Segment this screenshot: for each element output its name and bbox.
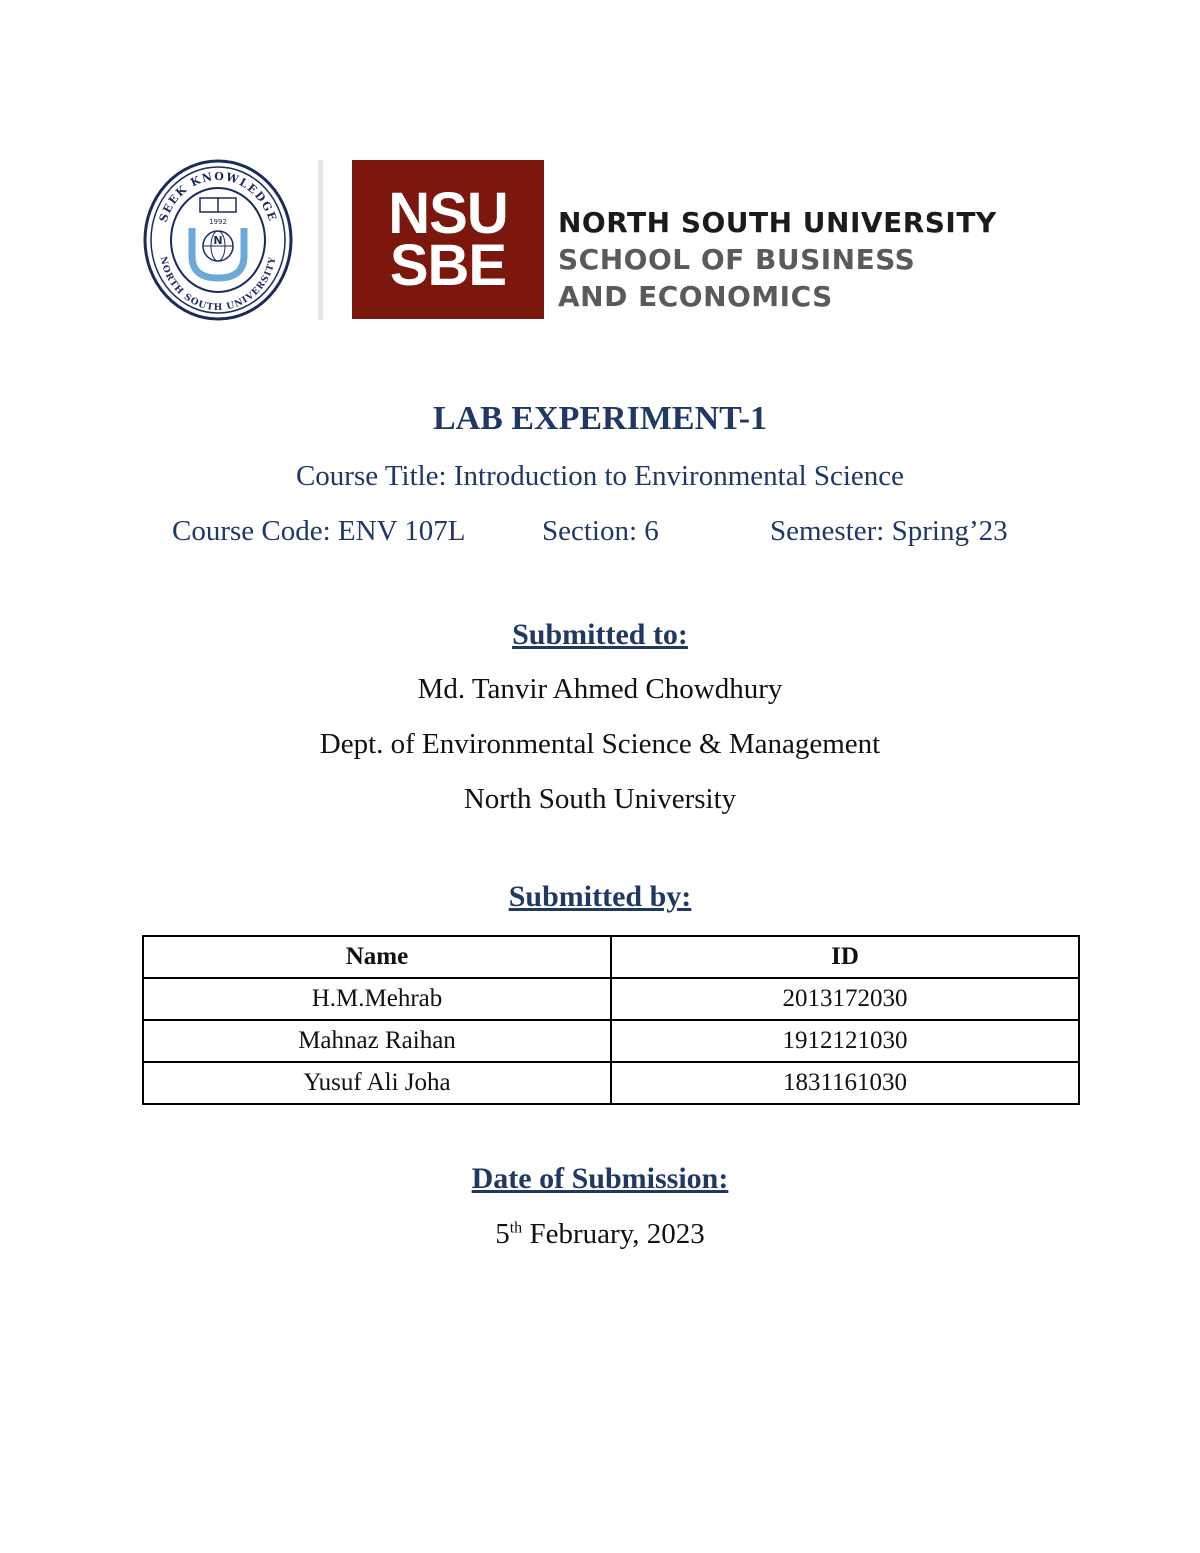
instructor-university: North South University — [463, 783, 737, 815]
date-day-suffix: th — [509, 1219, 523, 1237]
member-id: 1831161030 — [611, 1062, 1079, 1104]
column-header-name: Name — [143, 936, 611, 978]
date-day: 5 — [495, 1218, 510, 1250]
member-name: Mahnaz Raihan — [143, 1020, 611, 1062]
table-row — [143, 1062, 1079, 1104]
nsu-logo-line1: NSU — [388, 180, 508, 246]
member-name: Yusuf Ali Joha — [143, 1062, 611, 1104]
member-id: 1912121030 — [611, 1020, 1079, 1062]
logo-divider — [318, 160, 323, 320]
school-name-line3: AND ECONOMICS — [558, 280, 833, 313]
instructor-department: Dept. of Environmental Science & Management — [319, 728, 881, 760]
nsu-logo-line2: SBE — [389, 232, 507, 298]
course-section: Section: 6 — [542, 515, 659, 547]
date-heading: Date of Submission: — [471, 1162, 729, 1195]
submitted-to-heading: Submitted to: — [512, 618, 688, 651]
seal-center-letter: N — [213, 234, 223, 247]
members-table — [142, 935, 1080, 1105]
table-row — [143, 978, 1079, 1020]
school-name-line1: NORTH SOUTH UNIVERSITY — [558, 206, 997, 239]
course-code: Course Code: ENV 107L — [172, 515, 466, 547]
submission-date — [0, 1218, 1200, 1251]
instructor-name: Md. Tanvir Ahmed Chowdhury — [417, 673, 783, 705]
table-header-row — [143, 936, 1079, 978]
nsu-seal-logo — [142, 158, 294, 322]
seal-bottom-text: NORTH SOUTH UNIVERSITY — [157, 255, 279, 314]
course-title: Course Title: Introduction to Environmental Science — [295, 460, 905, 492]
school-name-logo — [558, 204, 997, 315]
member-id: 2013172030 — [611, 978, 1079, 1020]
date-month-year: February, 2023 — [522, 1218, 705, 1250]
seal-year: 1992 — [209, 218, 227, 226]
document-title: LAB EXPERIMENT-1 — [432, 400, 768, 437]
seal-top-text: SEEK KNOWLEDGE — [156, 169, 280, 224]
table-row — [143, 1020, 1079, 1062]
nsu-sbe-logo — [352, 160, 544, 319]
member-name: H.M.Mehrab — [143, 978, 611, 1020]
school-name-line2: SCHOOL OF BUSINESS — [558, 243, 916, 276]
column-header-id: ID — [611, 936, 1079, 978]
submitted-by-heading: Submitted by: — [508, 880, 692, 913]
course-semester: Semester: Spring’23 — [770, 515, 1008, 547]
